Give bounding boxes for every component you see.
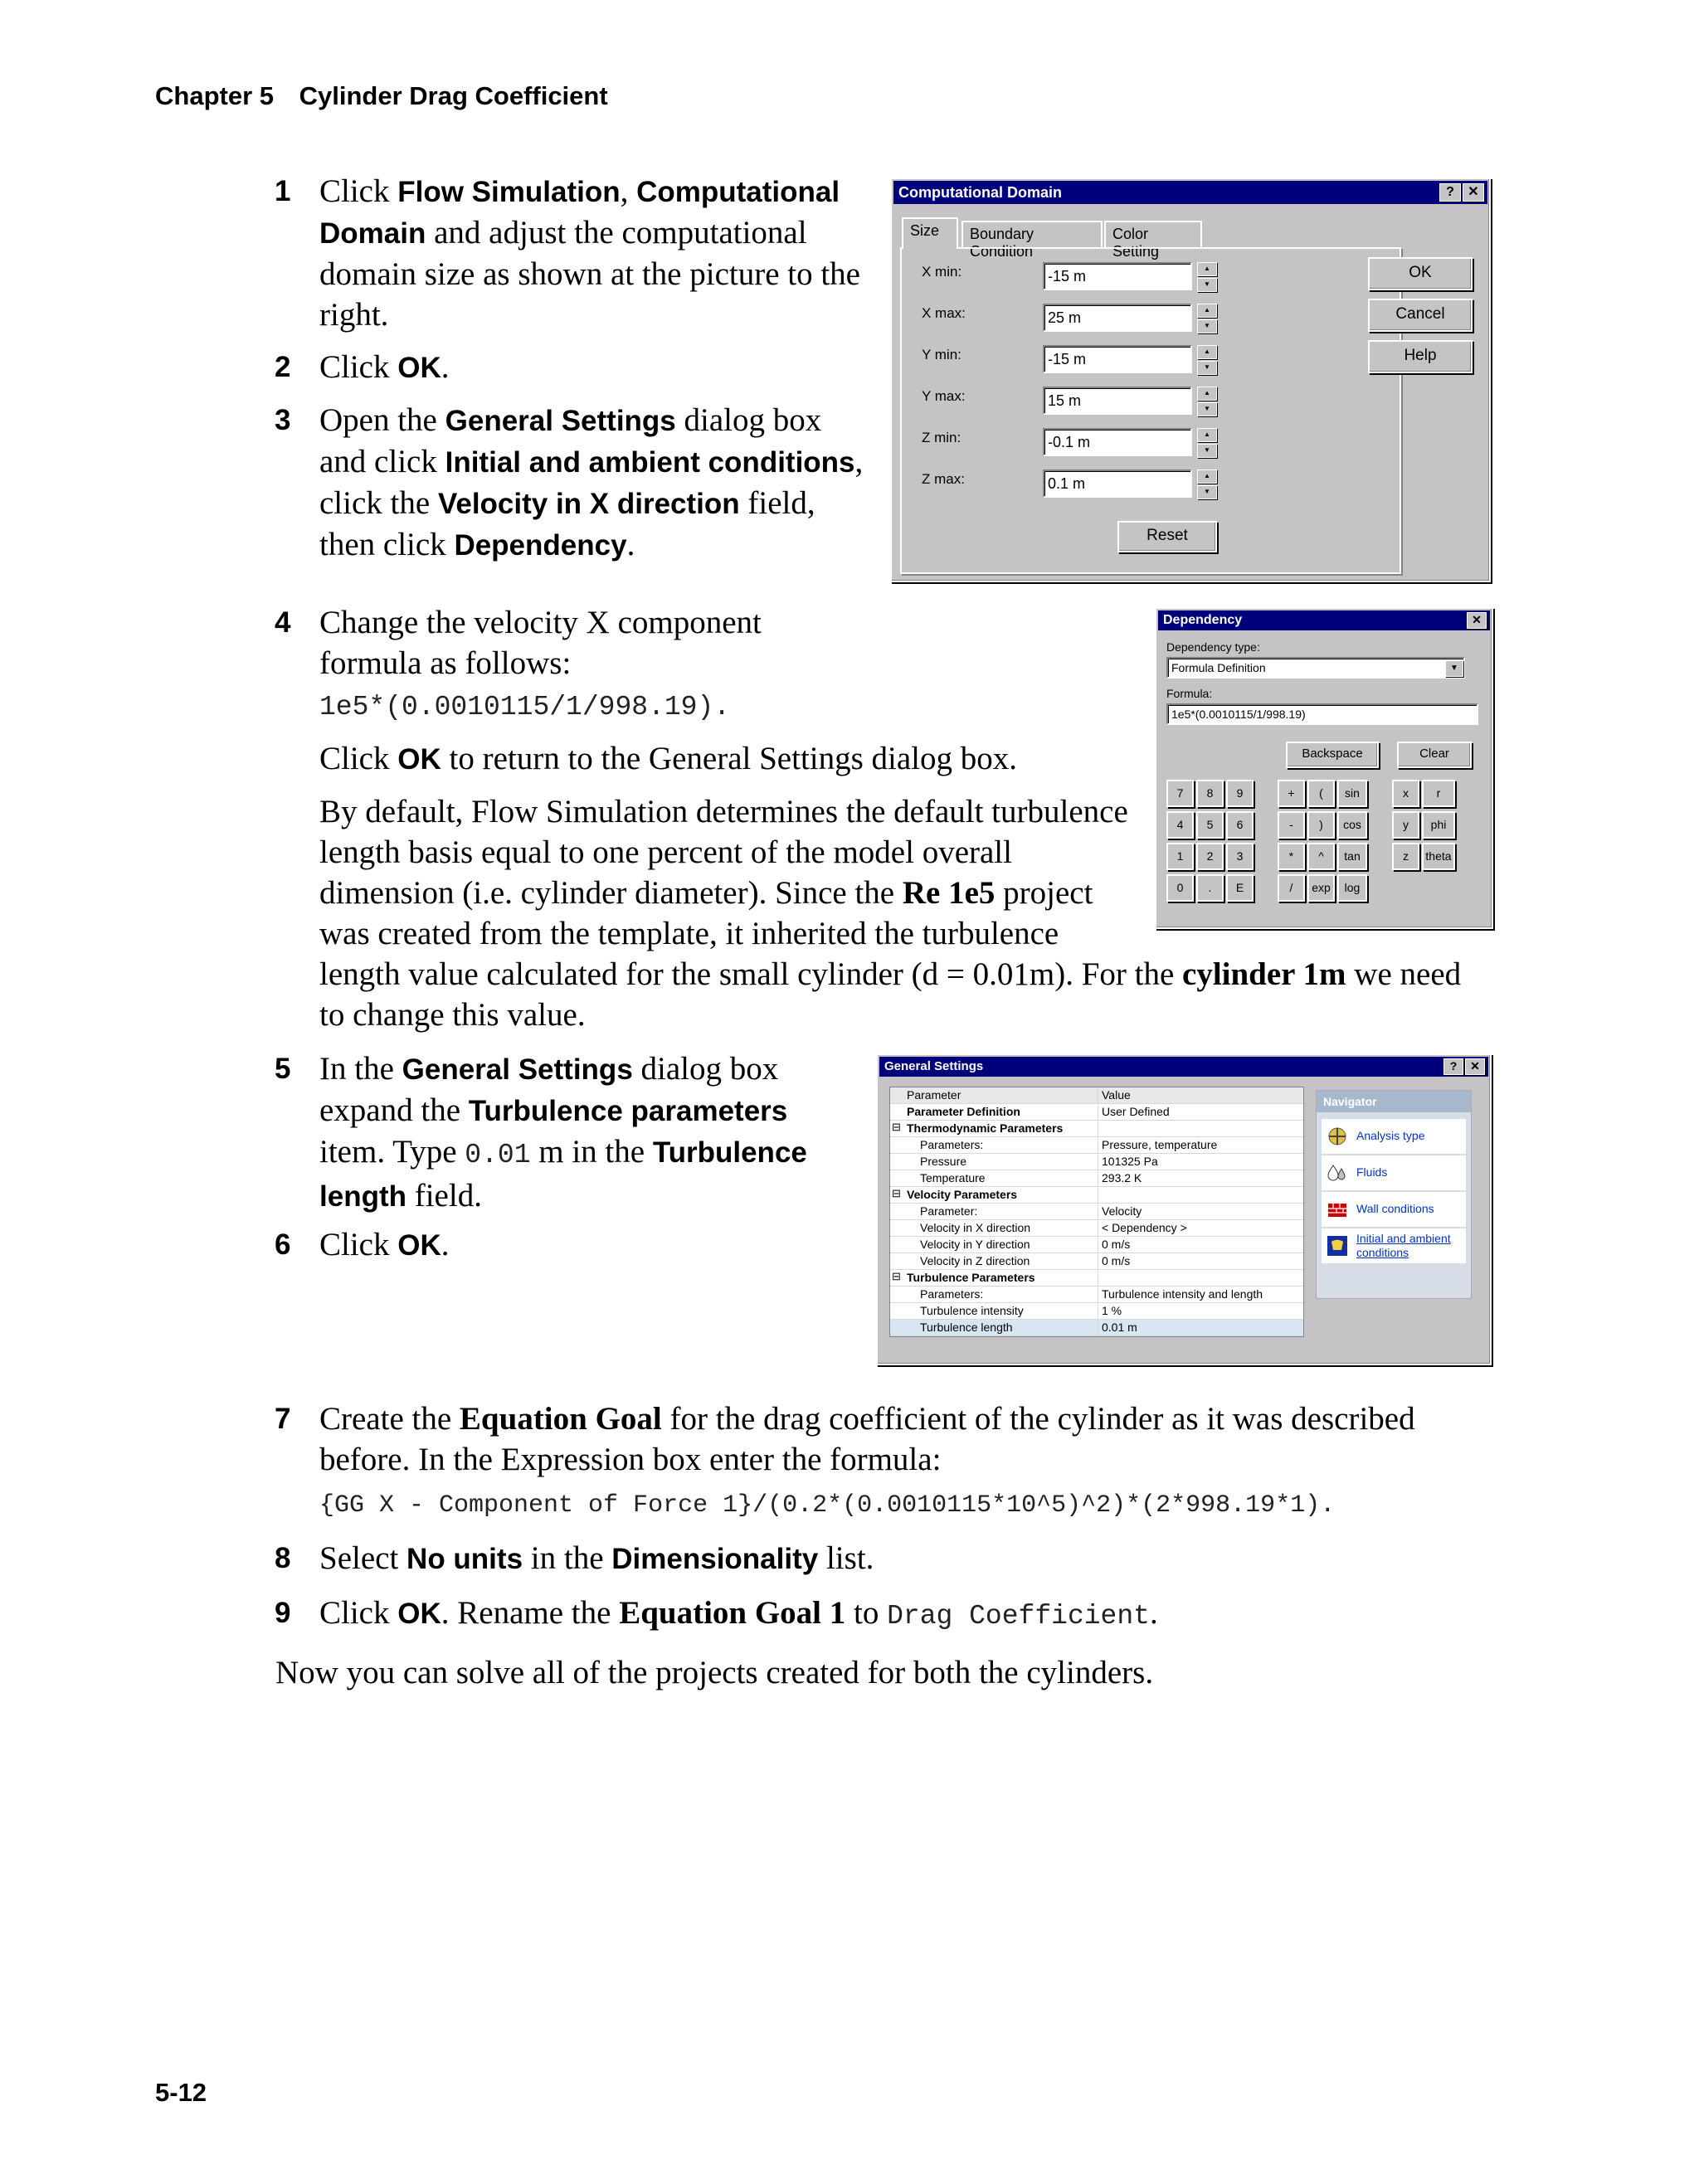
step-text: . Rename the — [441, 1595, 620, 1631]
ui-term: Velocity in X direction — [437, 488, 740, 520]
formula-input[interactable]: 1e5*(0.0010115/1/998.19) — [1166, 703, 1478, 725]
collapse-icon[interactable]: ⊟ — [892, 1270, 901, 1282]
close-icon[interactable]: ✕ — [1463, 183, 1484, 202]
value-cell[interactable]: 0.01 m — [1098, 1321, 1137, 1336]
ui-term: General Settings — [402, 1053, 633, 1086]
step-text: Change the velocity X component formula as follows: — [319, 605, 762, 681]
x-max-input[interactable]: 25 m — [1043, 304, 1192, 332]
running-header — [155, 81, 626, 111]
dialog-titlebar — [893, 181, 1487, 204]
step-8 — [275, 1538, 1497, 1579]
ui-term: Dimensionality — [611, 1543, 819, 1575]
field-label: X max: — [922, 305, 966, 321]
step-6 — [275, 1224, 850, 1266]
calc-key[interactable]: y — [1392, 811, 1419, 839]
ui-term: OK — [397, 743, 441, 776]
calc-key[interactable]: 7 — [1166, 780, 1194, 807]
collapse-icon[interactable]: ⊟ — [892, 1121, 901, 1133]
calc-key[interactable]: 6 — [1226, 811, 1254, 839]
calc-key[interactable]: E — [1226, 874, 1254, 902]
parameter-cell: Turbulence intensity — [920, 1304, 1024, 1317]
parameter-cell: Velocity in Z direction — [920, 1254, 1030, 1267]
step-text: . — [441, 1227, 450, 1262]
table-row[interactable] — [890, 1253, 1303, 1270]
navigator-panel — [1316, 1090, 1472, 1299]
calc-key[interactable]: z — [1392, 843, 1419, 870]
value-cell[interactable]: < Dependency > — [1098, 1221, 1187, 1237]
goal-formula-code: {GG X - Component of Force 1}/(0.2*(0.0010115*10^5)^2)*(2*998.19*1). — [319, 1491, 1336, 1520]
value-cell[interactable]: 293.2 K — [1098, 1171, 1142, 1187]
calc-key[interactable]: tan — [1337, 843, 1367, 870]
field-label: Z max: — [922, 471, 965, 487]
step-text: By default, Flow Simulation determines the default turbulence length basis equal to one percent of the model overall dimension (i.e. cylinder diameter). Since the — [319, 794, 1128, 911]
table-row[interactable] — [890, 1170, 1303, 1187]
value-cell[interactable] — [1098, 1188, 1102, 1204]
parameter-cell: Turbulence Parameters — [907, 1271, 1035, 1284]
value-cell[interactable]: 101325 Pa — [1098, 1155, 1158, 1170]
step-text: Select — [319, 1540, 407, 1576]
calc-key[interactable]: cos — [1337, 811, 1367, 839]
table-row[interactable] — [890, 1104, 1303, 1121]
step-text: to — [845, 1595, 888, 1631]
ui-term: OK — [397, 1229, 441, 1262]
project-name: cylinder 1m — [1182, 956, 1346, 992]
tab-color-setting[interactable]: Color Setting — [1104, 221, 1202, 247]
value-cell[interactable]: 0 m/s — [1098, 1238, 1130, 1253]
value-cell[interactable]: Velocity — [1098, 1204, 1142, 1220]
step-text: and adjust the computational domain size as shown at the picture to the right. — [319, 215, 860, 333]
field-label: Y max: — [922, 388, 966, 404]
calc-key[interactable]: phi — [1422, 811, 1455, 839]
z-min-spinner[interactable]: ▲ ▼ — [1197, 428, 1217, 456]
step-text: project was created from the template, it inherited the turbulence length value calculated for the small cylinder (d = 0.01m). For the — [319, 875, 1183, 992]
field-label: Y min: — [922, 347, 961, 362]
nav-item-label: Fluids — [1356, 1165, 1388, 1179]
ui-term: Equation Goal 1 — [619, 1595, 846, 1631]
ok-button[interactable]: OK — [1368, 257, 1473, 290]
step-text: list. — [818, 1540, 874, 1576]
ui-term: Computational Domain — [319, 176, 840, 250]
step-text: . — [441, 349, 450, 385]
value-cell[interactable]: User Defined — [1098, 1105, 1170, 1121]
step-text: field. — [406, 1178, 482, 1214]
step-number: 3 — [275, 404, 291, 436]
nav-item-label: Initial and ambient conditions — [1356, 1232, 1451, 1259]
calc-key[interactable]: ) — [1307, 811, 1335, 839]
step-text: Create the — [319, 1401, 460, 1437]
calc-key[interactable]: 2 — [1196, 843, 1224, 870]
calc-key[interactable]: log — [1337, 874, 1367, 902]
tab-size[interactable]: Size — [902, 217, 958, 249]
calc-key[interactable]: 1 — [1166, 843, 1194, 870]
project-name: Re 1e5 — [902, 875, 996, 911]
calc-key[interactable]: x — [1392, 780, 1419, 807]
value-cell[interactable] — [1098, 1121, 1102, 1137]
formula-label: Formula: — [1166, 687, 1213, 700]
parameter-cell: Velocity Parameters — [907, 1188, 1018, 1201]
value-cell[interactable]: 0 m/s — [1098, 1254, 1130, 1270]
calc-key[interactable]: r — [1422, 780, 1455, 807]
x-max-spinner[interactable]: ▲ ▼ — [1197, 304, 1217, 332]
dialog-titlebar — [879, 1057, 1488, 1077]
ui-term: Initial and ambient conditions — [445, 446, 855, 479]
parameter-cell: Parameter: — [920, 1204, 978, 1218]
parameter-cell: Parameters: — [920, 1287, 984, 1301]
step-4-ok — [319, 738, 1066, 780]
column-header-value: Value — [1098, 1088, 1131, 1104]
step-5 — [275, 1048, 850, 1217]
calc-key[interactable]: 4 — [1166, 811, 1194, 839]
table-row[interactable] — [890, 1121, 1303, 1137]
calc-key[interactable]: 3 — [1226, 843, 1254, 870]
help-icon[interactable]: ? — [1439, 183, 1461, 202]
reset-button[interactable]: Reset — [1117, 521, 1217, 552]
ui-term: OK — [397, 352, 441, 384]
closing-paragraph: Now you can solve all of the projects created for both the cylinders. — [275, 1655, 1154, 1690]
dependency-dialog — [1155, 607, 1493, 929]
fluids-icon — [1327, 1162, 1348, 1184]
nav-fluids[interactable] — [1322, 1155, 1466, 1190]
calc-key[interactable]: exp — [1307, 874, 1335, 902]
step-text: dialog box expand the — [319, 1051, 779, 1128]
step-number: 5 — [275, 1053, 291, 1085]
ui-term: General Settings — [445, 405, 676, 437]
nav-item-label: Analysis type — [1356, 1129, 1425, 1142]
step-9 — [275, 1593, 1497, 1637]
z-max-spinner[interactable]: ▲ ▼ — [1197, 469, 1217, 498]
formula-code: 1e5*(0.0010115/1/998.19). — [319, 692, 731, 722]
calc-key[interactable]: * — [1278, 843, 1305, 870]
step-text: Click — [319, 741, 398, 776]
step-text: Click — [319, 173, 398, 209]
general-settings-dialog — [876, 1053, 1492, 1365]
nav-wall-conditions[interactable] — [1322, 1192, 1466, 1227]
step-text: for the drag coefficient of the cylinder as it was described before. In the Expression box enter the formula: — [319, 1401, 1415, 1477]
nav-analysis-type[interactable] — [1322, 1119, 1466, 1154]
navigator-title: Navigator — [1317, 1091, 1471, 1112]
calc-key[interactable]: ( — [1307, 780, 1335, 807]
ui-term: Flow Simulation — [397, 176, 621, 208]
calc-key[interactable]: 0 — [1166, 874, 1194, 902]
x-min-input[interactable]: -15 m — [1043, 262, 1192, 290]
step-text: , — [620, 173, 637, 209]
table-row[interactable] — [890, 1187, 1303, 1204]
table-row[interactable] — [890, 1287, 1303, 1303]
y-min-spinner[interactable]: ▲ ▼ — [1197, 345, 1217, 373]
step-text: In the — [319, 1051, 402, 1087]
close-icon[interactable]: ✕ — [1465, 1058, 1485, 1075]
tab-boundary-condition[interactable]: Boundary Condition — [961, 221, 1103, 247]
step-text: . — [626, 527, 635, 562]
step-1 — [275, 171, 867, 335]
calc-key[interactable]: theta — [1422, 843, 1455, 870]
y-max-spinner[interactable]: ▲ ▼ — [1197, 387, 1217, 415]
dialog-title: Computational Domain — [898, 184, 1062, 201]
initial-conditions-icon — [1327, 1235, 1348, 1257]
chevron-down-icon[interactable]: ▼ — [1445, 660, 1463, 677]
step-text: to return to the General Settings dialog box. — [441, 741, 1018, 776]
close-icon[interactable]: ✕ — [1467, 612, 1487, 629]
z-min-input[interactable]: -0.1 m — [1043, 428, 1192, 456]
step-number: 7 — [275, 1403, 291, 1435]
step-7 — [275, 1398, 1497, 1480]
wall-conditions-icon — [1327, 1199, 1348, 1220]
parameter-cell: Turbulence length — [920, 1321, 1013, 1334]
chapter-label: Chapter 5 — [155, 81, 274, 110]
parameters-grid — [889, 1087, 1304, 1337]
ui-term: Dependency — [454, 529, 627, 562]
step-number: 8 — [275, 1542, 291, 1574]
calc-key[interactable]: + — [1278, 780, 1305, 807]
step-text: Click — [319, 1595, 398, 1631]
table-row[interactable] — [890, 1220, 1303, 1237]
step-text: m in the — [530, 1134, 653, 1170]
y-min-input[interactable]: -15 m — [1043, 345, 1192, 373]
ui-term: Turbulence parameters — [468, 1095, 788, 1127]
parameter-cell: Pressure — [920, 1155, 967, 1168]
step-text: field, then click — [319, 485, 815, 562]
value-cell[interactable]: Turbulence intensity and length — [1098, 1287, 1263, 1303]
step-text: item. Type — [319, 1134, 465, 1170]
step-number: 6 — [275, 1228, 291, 1261]
parameter-cell: Velocity in X direction — [920, 1221, 1031, 1234]
step-text: Open the — [319, 402, 445, 438]
parameter-cell: Temperature — [920, 1171, 986, 1184]
grid-header — [890, 1087, 1303, 1104]
page-number: 5-12 — [155, 2078, 207, 2107]
parameter-cell: Velocity in Y direction — [920, 1238, 1030, 1251]
step-text: in the — [523, 1540, 612, 1576]
analysis-type-icon — [1327, 1126, 1348, 1147]
step-text: we need to change this value. — [319, 956, 1462, 1033]
ui-term: Turbulence length — [319, 1136, 807, 1213]
ui-term: No units — [406, 1543, 523, 1575]
backspace-button[interactable]: Backspace — [1286, 742, 1379, 768]
calc-key[interactable]: 5 — [1196, 811, 1224, 839]
nav-item-label: Wall conditions — [1356, 1202, 1434, 1215]
value-code: 0.01 — [465, 1140, 531, 1170]
dialog-title: General Settings — [884, 1059, 984, 1073]
value-cell[interactable]: 1 % — [1098, 1304, 1122, 1320]
step-number: 1 — [275, 175, 291, 207]
computational-domain-dialog — [890, 178, 1491, 582]
parameter-cell: Thermodynamic Parameters — [907, 1121, 1064, 1135]
table-row[interactable] — [890, 1320, 1303, 1336]
x-min-spinner[interactable]: ▲ ▼ — [1197, 262, 1217, 290]
nav-initial-ambient-conditions[interactable] — [1322, 1228, 1466, 1263]
ui-term: OK — [397, 1598, 441, 1630]
step-2 — [275, 347, 867, 388]
step-text: . — [1149, 1595, 1158, 1631]
chapter-title: Cylinder Drag Coefficient — [299, 81, 608, 110]
clear-button[interactable]: Clear — [1397, 742, 1472, 768]
column-header-parameter: Parameter — [907, 1088, 961, 1102]
step-number: 4 — [275, 606, 291, 639]
cancel-button[interactable]: Cancel — [1368, 299, 1473, 332]
step-number: 2 — [275, 351, 291, 383]
step-text: Click — [319, 1227, 398, 1262]
step-text: Click — [319, 349, 398, 385]
z-max-input[interactable]: 0.1 m — [1043, 469, 1192, 498]
step-text: , click the — [319, 444, 864, 521]
dialog-titlebar — [1158, 610, 1490, 630]
calc-key[interactable]: . — [1196, 874, 1224, 902]
field-label: X min: — [922, 264, 962, 280]
table-row[interactable] — [890, 1204, 1303, 1220]
calc-key[interactable]: - — [1278, 811, 1305, 839]
table-row[interactable] — [890, 1137, 1303, 1154]
value-cell[interactable] — [1098, 1271, 1102, 1287]
table-row[interactable] — [890, 1270, 1303, 1287]
dependency-type-select[interactable]: Formula Definition — [1166, 657, 1465, 679]
help-icon[interactable]: ? — [1443, 1058, 1463, 1075]
calc-key[interactable]: / — [1278, 874, 1305, 902]
calc-key[interactable]: 8 — [1196, 780, 1224, 807]
y-max-input[interactable]: 15 m — [1043, 387, 1192, 415]
parameter-cell: Parameter Definition — [907, 1105, 1020, 1118]
ui-term: Equation Goal — [459, 1401, 662, 1437]
collapse-icon[interactable]: ⊟ — [892, 1187, 901, 1199]
parameter-cell: Parameters: — [920, 1138, 984, 1151]
value-cell[interactable]: Pressure, temperature — [1098, 1138, 1217, 1154]
table-row[interactable] — [890, 1237, 1303, 1253]
table-row[interactable] — [890, 1154, 1303, 1170]
step-4 — [275, 602, 809, 727]
field-label: Z min: — [922, 430, 961, 445]
dialog-title: Dependency — [1163, 613, 1243, 627]
step-text: dialog box and click — [319, 402, 822, 479]
table-row[interactable] — [890, 1303, 1303, 1320]
help-button[interactable]: Help — [1368, 340, 1473, 373]
step-number: 9 — [275, 1597, 291, 1629]
dependency-type-label: Dependency type: — [1166, 640, 1260, 654]
calc-key[interactable]: 9 — [1226, 780, 1254, 807]
step-3 — [275, 400, 867, 566]
calc-key[interactable]: ^ — [1307, 843, 1335, 870]
goal-name-code: Drag Coefficient — [887, 1601, 1150, 1632]
calc-key[interactable]: sin — [1337, 780, 1367, 807]
